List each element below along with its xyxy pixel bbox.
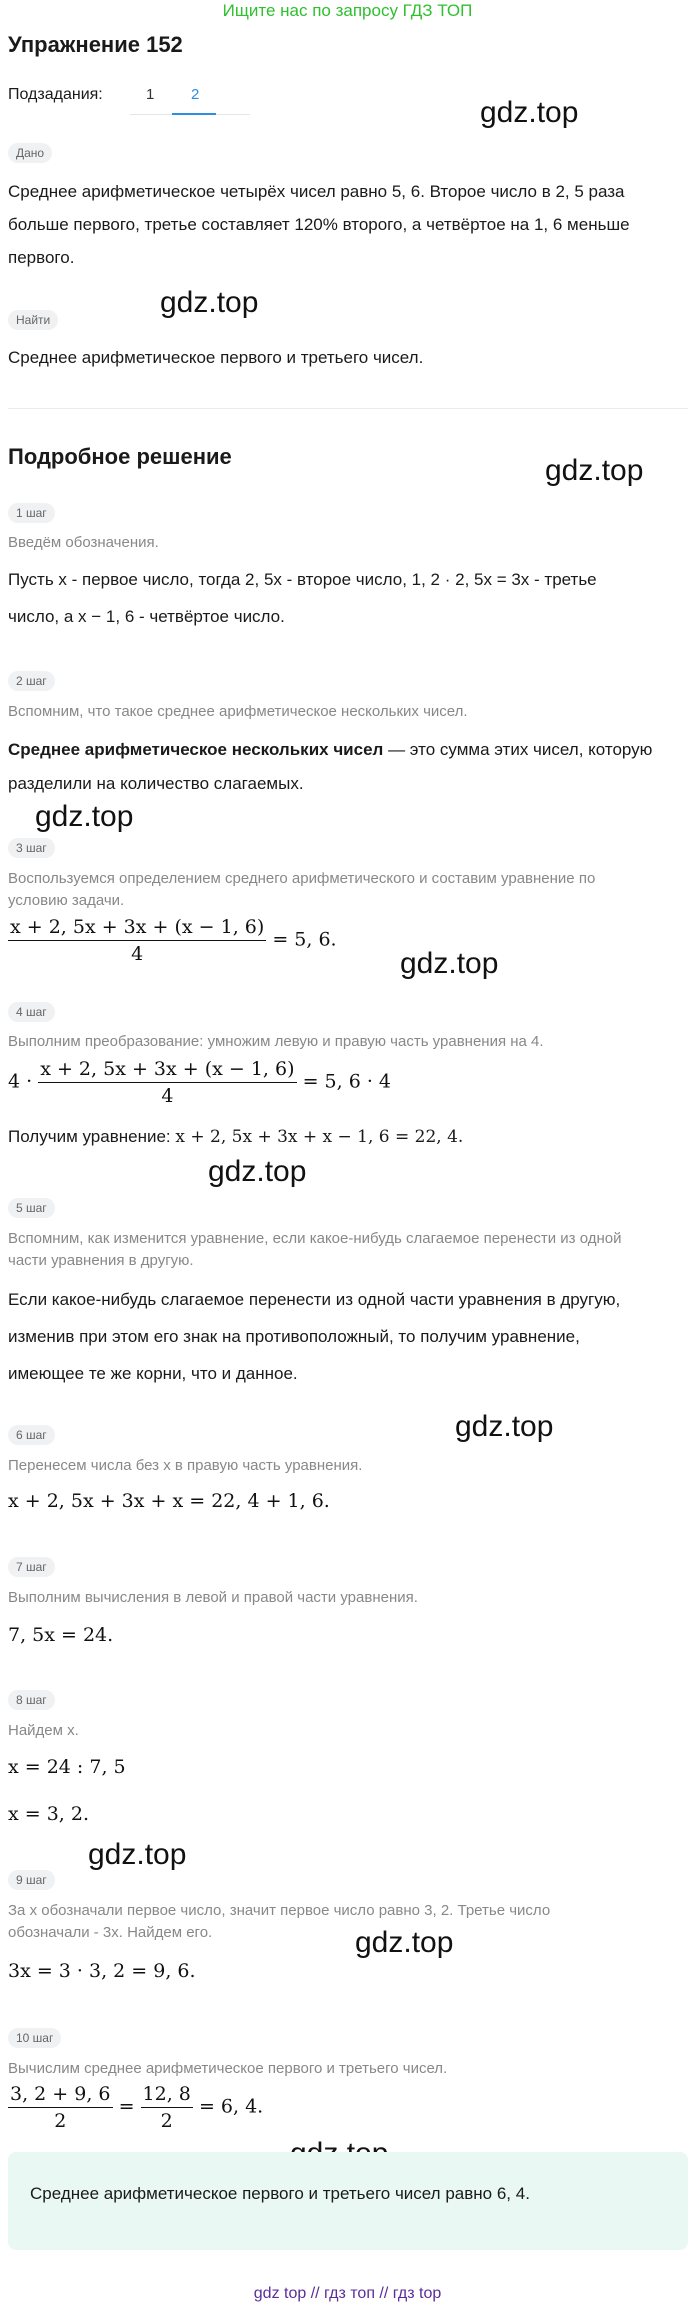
step-7-label: 7 шаг [8,1557,55,1577]
step-3-hint-2: условию задачи. [8,892,125,909]
equation-lhs: 4 · [8,1070,33,1093]
fraction-denominator: 2 [160,2110,173,2132]
solution-title: Подробное решение [8,444,232,469]
fraction-denominator: 2 [54,2110,67,2132]
watermark: gdz.top [355,1926,454,1959]
given-line-1: Среднее арифметическое четырёх чисел равно 5, 6. Второе число в 2, 5 раза [8,182,625,201]
footer-links[interactable]: gdz top // гдз топ // гдз top [253,2285,442,2302]
step-1-label: 1 шаг [8,503,55,523]
step-6-hint: Перенесем числа без x в правую часть уравнения. [8,1457,363,1474]
page-title: Упражнение 152 [8,32,183,57]
result-equation: x + 2, 5x + 3x + x − 1, 6 = 22, 4. [175,1127,464,1147]
step-4-equation [8,1058,391,1107]
result-prefix: Получим уравнение: [8,1127,176,1146]
step-1-line-1: Пусть x - первое число, тогда 2, 5x - второе число, 1, 2 · 2, 5x = 3x - третье [8,570,597,589]
step-8-equation-1: x = 24 : 7, 5 [8,1756,126,1778]
fraction-numerator: x + 2, 5x + 3x + (x − 1, 6) [38,1058,296,1083]
step-5-line-3: имеющее те же корни, что и данное. [8,1364,298,1383]
step-5-line-2: изменив при этом его знак на противоположный, то получим уравнение, [8,1327,580,1346]
step-7-equation: 7, 5x = 24. [8,1624,114,1646]
fraction [8,2083,113,2132]
watermark: gdz.top [35,800,134,833]
given-line-2: больше первого, третье составляет 120% второго, а четвёртое на 1, 6 меньше [8,215,630,234]
subtask-tab-2[interactable]: 2 [191,86,200,103]
equation-rhs: = 5, 6 · 4 [302,1070,391,1093]
step-9-label: 9 шаг [8,1870,55,1890]
fraction [38,1058,296,1107]
section-divider [8,408,688,409]
equation-rhs: = 5, 6. [272,928,337,951]
step-5-line-1: Если какое-нибудь слагаемое перенести из одной части уравнения в другую, [8,1290,621,1309]
step-4-label: 4 шаг [8,1002,55,1022]
answer-text: Среднее арифметическое первого и третьего чисел равно 6, 4. [30,2184,530,2203]
watermark: gdz.top [400,947,499,980]
find-text: Среднее арифметическое первого и третьего чисел. [8,348,424,367]
watermark: gdz.top [480,96,579,129]
fraction-denominator: 4 [161,1085,174,1107]
step-5-hint-1: Вспомним, как изменится уравнение, если какое-нибудь слагаемое перенести из одной [8,1230,622,1247]
active-tab-indicator [172,113,216,115]
equals-sign: = [118,2095,135,2118]
step-1-hint: Введём обозначения. [8,534,159,551]
fraction [141,2083,193,2132]
step-2-label: 2 шаг [8,671,55,691]
given-label: Дано [8,143,52,163]
step-3-equation [8,916,337,965]
fraction-numerator: x + 2, 5x + 3x + (x − 1, 6) [8,916,266,941]
step-2-line-1 [8,733,688,766]
subtasks-label: Подзадания: [8,86,103,103]
step-8-equation-2: x = 3, 2. [8,1803,90,1825]
given-line-3: первого. [8,248,75,267]
watermark: gdz.top [208,1155,307,1188]
step-2-line-2: разделили на количество слагаемых. [8,774,304,793]
step-4-result [8,1120,688,1154]
step-8-label: 8 шаг [8,1690,55,1710]
subtask-tab-1[interactable]: 1 [146,86,155,103]
fraction-denominator: 4 [131,943,144,965]
step-5-label: 5 шаг [8,1198,55,1218]
step-10-equation [8,2083,263,2132]
search-banner[interactable]: Ищите нас по запросу ГДЗ ТОП [222,1,473,20]
step-4-hint: Выполним преобразование: умножим левую и правую часть уравнения на 4. [8,1033,544,1050]
step-3-hint-1: Воспользуемся определением среднего арифметического и составим уравнение по [8,870,596,887]
step-9-hint-2: обозначали - 3x. Найдем его. [8,1924,213,1941]
fraction-numerator: 12, 8 [141,2083,193,2108]
step-9-hint-1: За x обозначали первое число, значит первое число равно 3, 2. Третье число [8,1902,551,1919]
equation-rhs: = 6, 4. [198,2095,264,2118]
definition-rest: — это сумма этих чисел, которую [383,740,653,759]
watermark: gdz.top [88,1838,187,1871]
step-9-equation: 3x = 3 · 3, 2 = 9, 6. [8,1960,196,1982]
step-6-equation: x + 2, 5x + 3x + x = 22, 4 + 1, 6. [8,1490,330,1512]
step-5-hint-2: части уравнения в другую. [8,1252,194,1269]
step-8-hint: Найдем x. [8,1722,79,1739]
watermark: gdz.top [160,286,259,319]
step-10-hint: Вычислим среднее арифметическое первого и третьего чисел. [8,2060,448,2077]
step-10-label: 10 шаг [8,2028,61,2048]
step-1-line-2: число, а x − 1, 6 - четвёртое число. [8,607,285,626]
watermark: gdz.top [455,1410,554,1443]
step-7-hint: Выполним вычисления в левой и правой части уравнения. [8,1589,418,1606]
step-6-label: 6 шаг [8,1425,55,1445]
definition-term: Среднее арифметическое нескольких чисел [8,740,384,759]
fraction-numerator: 3, 2 + 9, 6 [8,2083,113,2108]
step-2-hint: Вспомним, что такое среднее арифметическое нескольких чисел. [8,703,468,720]
fraction [8,916,266,965]
find-label: Найти [8,310,58,330]
watermark: gdz.top [545,454,644,487]
step-3-label: 3 шаг [8,838,55,858]
